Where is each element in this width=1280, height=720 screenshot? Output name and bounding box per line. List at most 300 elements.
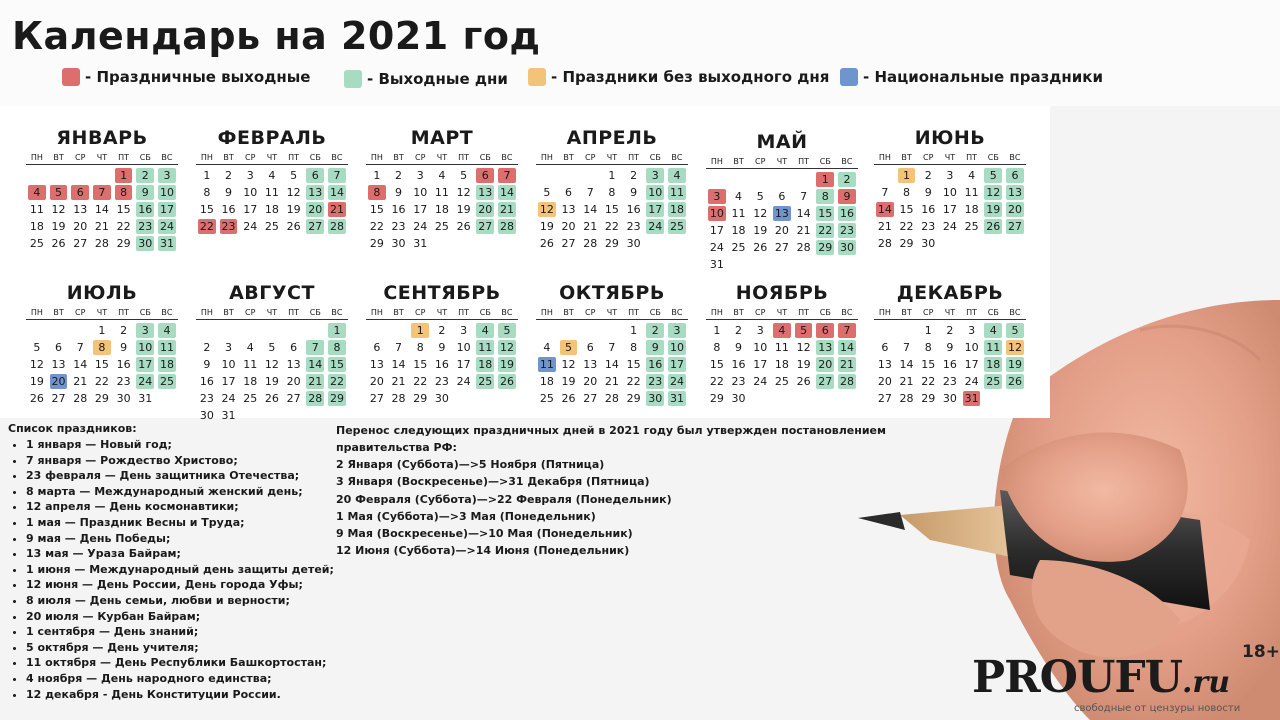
empty-cell bbox=[26, 322, 48, 339]
day-cell: 12 bbox=[1007, 341, 1022, 354]
weekday-label: ЧТ bbox=[606, 153, 618, 162]
day-cell: 21 bbox=[308, 375, 323, 388]
day-cell: 27 bbox=[369, 392, 384, 405]
day-cell: 22 bbox=[116, 220, 131, 233]
month-name: ДЕКАБРЬ bbox=[896, 282, 1004, 304]
holiday-list bbox=[8, 422, 338, 702]
empty-cell bbox=[69, 167, 91, 184]
month-name: НОЯБРЬ bbox=[735, 282, 829, 304]
empty-cell bbox=[388, 322, 410, 339]
weekday-label: СР bbox=[923, 308, 934, 317]
day-cell: 4 bbox=[158, 323, 176, 338]
day-cell: 7 bbox=[800, 190, 808, 203]
holiday-item: • 4 ноября — День народного единства; bbox=[26, 671, 338, 687]
weekday-label: ЧТ bbox=[266, 308, 278, 317]
holiday-item: • 7 января — Рождество Христово; bbox=[26, 453, 338, 469]
day-cell: 3 bbox=[968, 324, 976, 337]
empty-cell bbox=[69, 322, 91, 339]
day-cell: 9 bbox=[395, 186, 403, 199]
day-cell: 15 bbox=[116, 203, 131, 216]
transfer-item: 20 Февраля (Суббота)—>22 Февраля (Понедельник) bbox=[336, 492, 672, 506]
empty-cell bbox=[239, 322, 261, 339]
day-cell: 28 bbox=[94, 237, 109, 250]
weekday-label: ВС bbox=[841, 308, 853, 317]
day-cell: 13 bbox=[877, 358, 892, 371]
day-cell: 16 bbox=[648, 358, 663, 371]
day-cell: 2 bbox=[136, 168, 154, 183]
day-cell: 29 bbox=[329, 392, 344, 405]
day-cell: 20 bbox=[818, 358, 833, 371]
day-cell: 15 bbox=[709, 358, 724, 371]
day-cell: 25 bbox=[774, 375, 789, 388]
transfer-info bbox=[336, 422, 886, 560]
day-cell: 3 bbox=[136, 323, 154, 338]
empty-cell bbox=[261, 322, 283, 339]
day-cell: 31 bbox=[964, 392, 979, 405]
day-grid bbox=[536, 167, 688, 252]
day-cell: 19 bbox=[986, 203, 1001, 216]
weekday-label: ПТ bbox=[966, 308, 978, 317]
day-cell: 13 bbox=[561, 203, 576, 216]
weekday-label: ЧТ bbox=[436, 308, 448, 317]
day-cell: 27 bbox=[583, 392, 598, 405]
month-block bbox=[196, 281, 348, 424]
day-cell: 11 bbox=[159, 341, 174, 354]
legend-weekend bbox=[344, 70, 508, 88]
weekday-label: ЧТ bbox=[96, 153, 108, 162]
day-cell: 16 bbox=[921, 203, 936, 216]
weekday-label: ПТ bbox=[628, 153, 640, 162]
day-cell: 9 bbox=[438, 341, 446, 354]
day-cell: 3 bbox=[225, 341, 233, 354]
day-cell: 6 bbox=[476, 168, 494, 183]
day-cell: 29 bbox=[369, 237, 384, 250]
day-cell: 28 bbox=[308, 392, 323, 405]
day-cell: 12 bbox=[796, 341, 811, 354]
day-cell: 8 bbox=[924, 341, 932, 354]
day-cell: 6 bbox=[306, 168, 324, 183]
day-cell: 1 bbox=[115, 168, 133, 183]
day-cell: 24 bbox=[753, 375, 768, 388]
day-cell: 21 bbox=[73, 375, 88, 388]
day-cell: 1 bbox=[203, 169, 211, 182]
day-cell: 25 bbox=[434, 220, 449, 233]
day-cell: 9 bbox=[924, 186, 932, 199]
day-cell: 12 bbox=[286, 186, 301, 199]
weekday-label: ЧТ bbox=[266, 153, 278, 162]
day-cell: 9 bbox=[225, 186, 233, 199]
site-logo[interactable] bbox=[972, 652, 1230, 703]
day-cell: 8 bbox=[115, 185, 133, 200]
empty-cell bbox=[48, 167, 70, 184]
day-cell: 29 bbox=[921, 392, 936, 405]
weekday-label: СР bbox=[585, 308, 596, 317]
day-cell: 26 bbox=[561, 392, 576, 405]
day-cell: 27 bbox=[877, 392, 892, 405]
weekday-label: ВТ bbox=[733, 308, 744, 317]
day-cell: 21 bbox=[839, 358, 854, 371]
day-cell: 7 bbox=[93, 185, 111, 200]
day-cell: 24 bbox=[159, 220, 174, 233]
day-cell: 1 bbox=[713, 324, 721, 337]
day-cell: 21 bbox=[796, 224, 811, 237]
day-cell: 26 bbox=[796, 375, 811, 388]
weekday-header bbox=[874, 152, 1026, 165]
day-cell: 11 bbox=[29, 203, 44, 216]
day-cell: 3 bbox=[946, 169, 954, 182]
empty-cell bbox=[218, 322, 240, 339]
weekday-label: ПН bbox=[540, 153, 553, 162]
day-cell: 5 bbox=[50, 185, 68, 200]
day-cell: 3 bbox=[460, 324, 468, 337]
day-cell: 13 bbox=[478, 186, 493, 199]
day-cell: 14 bbox=[94, 203, 109, 216]
weekday-label: СР bbox=[75, 153, 86, 162]
day-cell: 12 bbox=[539, 203, 554, 216]
day-cell: 19 bbox=[264, 375, 279, 388]
holiday-item: • 1 июня — Международный день защиты детей; bbox=[26, 562, 338, 578]
day-cell: 27 bbox=[286, 392, 301, 405]
day-cell: 30 bbox=[626, 237, 641, 250]
weekday-label: ВС bbox=[161, 153, 173, 162]
day-cell: 14 bbox=[796, 207, 811, 220]
day-cell: 12 bbox=[753, 207, 768, 220]
weekday-label: ПТ bbox=[966, 153, 978, 162]
weekday-label: СБ bbox=[479, 153, 491, 162]
day-cell: 27 bbox=[561, 237, 576, 250]
weekday-header bbox=[196, 307, 348, 320]
day-cell: 19 bbox=[286, 203, 301, 216]
day-cell: 13 bbox=[1007, 186, 1022, 199]
day-cell: 14 bbox=[73, 358, 88, 371]
day-cell: 5 bbox=[984, 168, 1002, 183]
day-cell: 19 bbox=[456, 203, 471, 216]
day-cell: 17 bbox=[159, 203, 174, 216]
day-cell: 21 bbox=[604, 375, 619, 388]
legend-swatch bbox=[528, 68, 546, 86]
weekday-header bbox=[26, 307, 178, 320]
month-block bbox=[536, 281, 688, 407]
day-cell: 22 bbox=[818, 224, 833, 237]
day-cell: 13 bbox=[308, 186, 323, 199]
day-cell: 1 bbox=[328, 323, 346, 338]
weekday-label: СБ bbox=[649, 308, 661, 317]
day-cell: 1 bbox=[373, 169, 381, 182]
day-cell: 25 bbox=[264, 220, 279, 233]
weekday-label: ПН bbox=[710, 157, 723, 166]
holiday-item: • 1 сентября — День знаний; bbox=[26, 624, 338, 640]
transfer-item: 1 Мая (Суббота)—>3 Мая (Понедельник) bbox=[336, 509, 596, 523]
day-cell: 13 bbox=[369, 358, 384, 371]
day-cell: 26 bbox=[29, 392, 44, 405]
day-cell: 17 bbox=[138, 358, 153, 371]
day-cell: 1 bbox=[924, 324, 932, 337]
day-cell: 16 bbox=[434, 358, 449, 371]
day-cell: 24 bbox=[221, 392, 236, 405]
day-cell: 5 bbox=[268, 341, 276, 354]
day-cell: 26 bbox=[264, 392, 279, 405]
weekday-header bbox=[366, 152, 518, 165]
day-cell: 24 bbox=[964, 375, 979, 388]
day-cell: 1 bbox=[608, 169, 616, 182]
day-cell: 30 bbox=[138, 237, 153, 250]
weekday-label: ВС bbox=[161, 308, 173, 317]
day-cell: 8 bbox=[328, 340, 346, 355]
day-cell: 9 bbox=[838, 189, 856, 204]
day-cell: 19 bbox=[753, 224, 768, 237]
weekday-label: ПН bbox=[370, 153, 383, 162]
day-grid bbox=[536, 322, 688, 407]
empty-cell bbox=[366, 322, 388, 339]
day-cell: 18 bbox=[964, 203, 979, 216]
empty-cell bbox=[283, 322, 305, 339]
day-cell: 25 bbox=[29, 237, 44, 250]
day-cell: 24 bbox=[942, 220, 957, 233]
weekday-label: ЧТ bbox=[606, 308, 618, 317]
day-cell: 2 bbox=[630, 169, 638, 182]
day-cell: 26 bbox=[51, 237, 66, 250]
day-cell: 12 bbox=[499, 341, 514, 354]
day-cell: 1 bbox=[898, 168, 916, 183]
day-cell: 17 bbox=[964, 358, 979, 371]
holiday-item: • 1 мая — Праздник Весны и Труда; bbox=[26, 515, 338, 531]
day-cell: 17 bbox=[709, 224, 724, 237]
day-cell: 5 bbox=[1006, 323, 1024, 338]
weekday-label: ВТ bbox=[563, 153, 574, 162]
day-cell: 10 bbox=[159, 186, 174, 199]
empty-cell bbox=[304, 322, 326, 339]
day-cell: 23 bbox=[221, 220, 236, 233]
day-cell: 20 bbox=[73, 220, 88, 233]
day-cell: 30 bbox=[199, 409, 214, 422]
day-cell: 28 bbox=[899, 392, 914, 405]
weekday-label: ВТ bbox=[223, 308, 234, 317]
holiday-item: • 8 марта — Международный женский день; bbox=[26, 484, 338, 500]
month-block bbox=[706, 130, 858, 273]
day-cell: 15 bbox=[604, 203, 619, 216]
weekday-label: ЧТ bbox=[776, 308, 788, 317]
logo-domain: .ru bbox=[1181, 665, 1231, 700]
day-cell: 31 bbox=[138, 392, 153, 405]
day-cell: 7 bbox=[498, 168, 516, 183]
day-cell: 15 bbox=[199, 203, 214, 216]
empty-cell bbox=[728, 171, 750, 188]
day-cell: 24 bbox=[456, 375, 471, 388]
weekday-label: ПН bbox=[200, 153, 213, 162]
day-cell: 29 bbox=[818, 241, 833, 254]
weekday-label: СР bbox=[245, 308, 256, 317]
day-cell: 17 bbox=[456, 358, 471, 371]
day-cell: 16 bbox=[731, 358, 746, 371]
weekday-header bbox=[536, 152, 688, 165]
day-cell: 3 bbox=[708, 189, 726, 204]
legend-label: - Выходные дни bbox=[367, 70, 508, 88]
day-cell: 5 bbox=[795, 323, 813, 338]
age-rating-badge: 18+ bbox=[1242, 642, 1280, 662]
legend-observance bbox=[528, 68, 829, 86]
legend-label: - Праздники без выходного дня bbox=[551, 68, 830, 86]
day-cell: 9 bbox=[735, 341, 743, 354]
day-cell: 15 bbox=[369, 203, 384, 216]
day-cell: 6 bbox=[373, 341, 381, 354]
day-cell: 5 bbox=[290, 169, 298, 182]
day-cell: 10 bbox=[648, 186, 663, 199]
day-cell: 29 bbox=[626, 392, 641, 405]
day-cell: 13 bbox=[818, 341, 833, 354]
weekday-label: ПН bbox=[540, 308, 553, 317]
day-cell: 26 bbox=[499, 375, 514, 388]
weekday-label: СБ bbox=[139, 153, 151, 162]
holiday-item: • 9 мая — День Победы; bbox=[26, 531, 338, 547]
day-cell: 11 bbox=[964, 186, 979, 199]
day-cell: 10 bbox=[669, 341, 684, 354]
day-cell: 21 bbox=[899, 375, 914, 388]
day-cell: 18 bbox=[774, 358, 789, 371]
day-cell: 25 bbox=[669, 220, 684, 233]
weekday-label: ВС bbox=[1009, 153, 1021, 162]
weekday-label: ЧТ bbox=[96, 308, 108, 317]
weekday-label: ЧТ bbox=[944, 153, 956, 162]
month-block bbox=[706, 281, 858, 407]
day-grid bbox=[874, 167, 1026, 252]
day-cell: 1 bbox=[630, 324, 638, 337]
day-cell: 20 bbox=[51, 375, 66, 388]
weekday-label: СР bbox=[755, 308, 766, 317]
day-cell: 10 bbox=[942, 186, 957, 199]
day-cell: 23 bbox=[648, 375, 663, 388]
day-cell: 8 bbox=[416, 341, 424, 354]
day-cell: 2 bbox=[438, 324, 446, 337]
transfer-item: 12 Июня (Суббота)—>14 Июня (Понедельник) bbox=[336, 544, 630, 558]
day-cell: 11 bbox=[731, 207, 746, 220]
weekday-label: СБ bbox=[139, 308, 151, 317]
holiday-item: • 8 июля — День семьи, любви и верности; bbox=[26, 593, 338, 609]
day-cell: 22 bbox=[626, 375, 641, 388]
day-cell: 6 bbox=[586, 341, 594, 354]
day-cell: 22 bbox=[921, 375, 936, 388]
day-cell: 5 bbox=[756, 190, 764, 203]
day-cell: 23 bbox=[921, 220, 936, 233]
empty-cell bbox=[536, 322, 558, 339]
weekday-label: ВТ bbox=[53, 308, 64, 317]
day-cell: 30 bbox=[391, 237, 406, 250]
day-cell: 19 bbox=[1007, 358, 1022, 371]
day-cell: 2 bbox=[646, 323, 664, 338]
day-cell: 3 bbox=[158, 168, 176, 183]
weekday-label: СР bbox=[415, 153, 426, 162]
day-cell: 27 bbox=[73, 237, 88, 250]
weekday-label: ПН bbox=[200, 308, 213, 317]
day-cell: 9 bbox=[203, 358, 211, 371]
day-cell: 20 bbox=[583, 375, 598, 388]
day-cell: 6 bbox=[290, 341, 298, 354]
day-cell: 13 bbox=[73, 203, 88, 216]
day-cell: 7 bbox=[328, 168, 346, 183]
day-cell: 8 bbox=[608, 186, 616, 199]
day-cell: 29 bbox=[116, 237, 131, 250]
holiday-item: • 13 мая — Ураза Байрам; bbox=[26, 546, 338, 562]
day-cell: 18 bbox=[731, 224, 746, 237]
holiday-item: • 12 декабря - День Конституции России. bbox=[26, 687, 338, 703]
day-cell: 4 bbox=[476, 323, 494, 338]
day-cell: 15 bbox=[818, 207, 833, 220]
day-cell: 3 bbox=[668, 323, 686, 338]
day-cell: 26 bbox=[456, 220, 471, 233]
day-cell: 19 bbox=[51, 220, 66, 233]
day-grid bbox=[26, 322, 178, 407]
weekday-label: ПТ bbox=[458, 153, 470, 162]
day-cell: 7 bbox=[608, 341, 616, 354]
day-cell: 8 bbox=[630, 341, 638, 354]
day-cell: 21 bbox=[329, 203, 344, 216]
day-cell: 23 bbox=[138, 220, 153, 233]
day-cell: 22 bbox=[94, 375, 109, 388]
day-cell: 13 bbox=[583, 358, 598, 371]
day-cell: 31 bbox=[221, 409, 236, 422]
month-name: ЯНВАРЬ bbox=[56, 127, 148, 149]
day-cell: 26 bbox=[286, 220, 301, 233]
day-cell: 17 bbox=[243, 203, 258, 216]
month-block bbox=[196, 126, 348, 235]
day-cell: 15 bbox=[329, 358, 344, 371]
day-cell: 11 bbox=[539, 358, 554, 371]
empty-cell bbox=[558, 322, 580, 339]
legend-label: - Праздничные выходные bbox=[85, 68, 311, 86]
day-cell: 14 bbox=[308, 358, 323, 371]
weekday-label: ВС bbox=[501, 153, 513, 162]
holiday-items bbox=[8, 437, 338, 702]
weekday-label: ВС bbox=[671, 153, 683, 162]
weekday-label: СБ bbox=[479, 308, 491, 317]
weekday-label: ВС bbox=[331, 153, 343, 162]
day-cell: 4 bbox=[668, 168, 686, 183]
day-cell: 21 bbox=[583, 220, 598, 233]
day-cell: 22 bbox=[199, 220, 214, 233]
month-block bbox=[26, 126, 178, 252]
day-cell: 30 bbox=[921, 237, 936, 250]
day-cell: 1 bbox=[98, 324, 106, 337]
day-cell: 18 bbox=[539, 375, 554, 388]
weekday-header bbox=[366, 307, 518, 320]
day-cell: 5 bbox=[560, 340, 578, 355]
day-cell: 14 bbox=[391, 358, 406, 371]
day-cell: 16 bbox=[138, 203, 153, 216]
weekday-label: ВТ bbox=[901, 308, 912, 317]
day-cell: 13 bbox=[774, 207, 789, 220]
weekday-label: ПТ bbox=[118, 308, 130, 317]
weekday-header bbox=[26, 152, 178, 165]
day-cell: 18 bbox=[243, 375, 258, 388]
day-cell: 23 bbox=[731, 375, 746, 388]
day-cell: 10 bbox=[138, 341, 153, 354]
day-cell: 5 bbox=[33, 341, 41, 354]
weekday-label: ПН bbox=[30, 153, 43, 162]
empty-cell bbox=[558, 167, 580, 184]
weekday-label: ВТ bbox=[901, 153, 912, 162]
day-cell: 30 bbox=[942, 392, 957, 405]
day-cell: 7 bbox=[395, 341, 403, 354]
day-cell: 14 bbox=[583, 203, 598, 216]
weekday-label: ПТ bbox=[798, 157, 810, 166]
day-cell: 6 bbox=[778, 190, 786, 203]
day-cell: 31 bbox=[159, 237, 174, 250]
weekday-label: СР bbox=[75, 308, 86, 317]
day-cell: 8 bbox=[203, 186, 211, 199]
day-cell: 4 bbox=[968, 169, 976, 182]
day-grid bbox=[874, 322, 1026, 407]
day-cell: 12 bbox=[51, 203, 66, 216]
day-cell: 11 bbox=[774, 341, 789, 354]
